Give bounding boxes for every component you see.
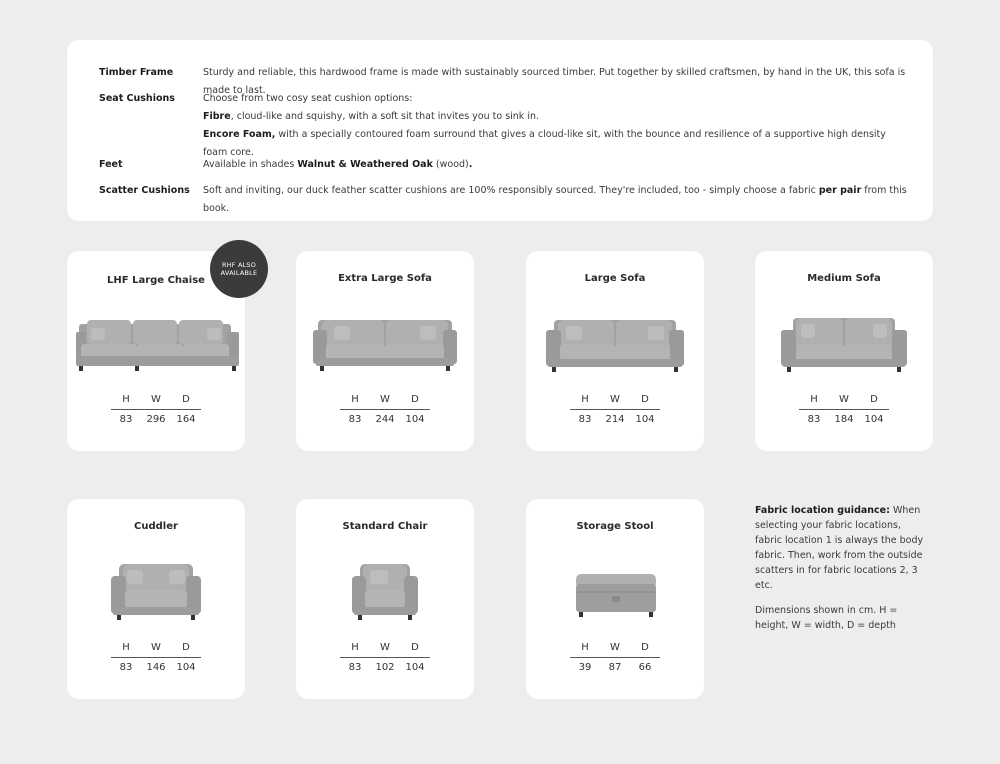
spec-text: Sturdy and reliable, this hardwood frame is made with sustainably sourced timber. Put together by skilled craftsmen, by hand in the UK, this sofa is made to last. — [203, 67, 906, 96]
height-value: 83 — [348, 662, 362, 673]
product-title: LHF Large Chaise — [107, 275, 205, 286]
width-header: W — [151, 394, 161, 405]
scatter-end: from this book. — [203, 185, 907, 214]
product-title: Extra Large Sofa — [338, 273, 432, 284]
depth-header: D — [182, 394, 190, 405]
width-header: W — [151, 642, 161, 653]
storage-stool-image — [526, 554, 704, 624]
dimensions-divider — [570, 409, 660, 410]
depth-value: 66 — [638, 662, 652, 673]
feet-end: . — [468, 159, 473, 170]
seat-option-fibre — [203, 108, 909, 126]
foam-name: Encore Foam, — [203, 129, 276, 140]
spec-text — [203, 156, 909, 174]
rhf-available-badge — [210, 240, 268, 298]
depth-value: 104 — [864, 414, 884, 425]
width-value: 184 — [834, 414, 854, 425]
height-value: 83 — [807, 414, 821, 425]
depth-value: 104 — [405, 414, 425, 425]
seat-intro: Choose from two cosy seat cushion options: — [203, 93, 413, 104]
spec-label: Seat Cushions — [99, 93, 175, 104]
product-card-cuddler[interactable] — [67, 499, 245, 699]
height-value: 83 — [578, 414, 592, 425]
spec-label: Feet — [99, 159, 123, 170]
height-header: H — [351, 394, 359, 405]
feet-suffix: (wood) — [432, 159, 469, 170]
height-header: H — [581, 394, 589, 405]
depth-value: 104 — [176, 662, 196, 673]
width-value: 87 — [608, 662, 622, 673]
dimensions-divider — [799, 409, 889, 410]
feet-shades: Walnut & Weathered Oak — [297, 159, 433, 170]
depth-value: 164 — [176, 414, 196, 425]
fibre-text: , cloud-like and squishy, with a soft sit that invites you to sink in. — [230, 111, 540, 122]
fabric-location-guidance — [755, 503, 930, 593]
product-title: Cuddler — [134, 521, 178, 532]
width-header: W — [839, 394, 849, 405]
product-card-medium-sofa[interactable] — [755, 251, 933, 451]
spec-label: Timber Frame — [99, 67, 174, 78]
product-card-extra-large-sofa[interactable] — [296, 251, 474, 451]
product-card-standard-chair[interactable] — [296, 499, 474, 699]
width-value: 244 — [375, 414, 395, 425]
height-header: H — [810, 394, 818, 405]
badge-line2: AVAILABLE — [220, 269, 258, 277]
width-value: 146 — [146, 662, 166, 673]
product-title: Large Sofa — [584, 273, 646, 284]
scatter-bold: per pair — [818, 185, 862, 196]
dimensions — [340, 394, 430, 425]
depth-header: D — [870, 394, 878, 405]
depth-value: 104 — [405, 662, 425, 673]
depth-header: D — [182, 642, 190, 653]
fibre-name: Fibre — [203, 111, 231, 122]
product-card-large-sofa[interactable] — [526, 251, 704, 451]
chaise-sofa-image — [67, 306, 245, 376]
dimensions-divider — [111, 409, 201, 410]
spec-label: Scatter Cushions — [99, 185, 190, 196]
dimensions — [570, 394, 660, 425]
badge-line1: RHF ALSO — [221, 261, 257, 269]
feet-prefix: Available in shades — [203, 159, 298, 170]
width-header: W — [380, 394, 390, 405]
dimensions-note: Dimensions shown in cm. H = height, W = width, D = depth — [755, 605, 898, 631]
guidance-title: Fabric location guidance: — [755, 505, 890, 516]
spec-text — [203, 182, 909, 218]
product-card-storage-stool[interactable] — [526, 499, 704, 699]
width-header: W — [610, 642, 620, 653]
depth-header: D — [641, 642, 649, 653]
medium-sofa-image — [755, 306, 933, 376]
depth-header: D — [411, 394, 419, 405]
foam-text: with a specially contoured foam surround that gives a cloud-like sit, with the bounce and resilience of a supportive high density foam core. — [203, 129, 886, 158]
height-header: H — [122, 642, 130, 653]
spec-text — [203, 90, 909, 162]
dimensions — [111, 642, 201, 673]
depth-value: 104 — [635, 414, 655, 425]
width-header: W — [610, 394, 620, 405]
dimensions-divider — [570, 657, 660, 658]
extra-large-sofa-image — [296, 306, 474, 376]
width-header: W — [380, 642, 390, 653]
height-header: H — [122, 394, 130, 405]
product-title: Standard Chair — [342, 521, 428, 532]
height-header: H — [351, 642, 359, 653]
width-value: 102 — [375, 662, 395, 673]
dimensions — [570, 642, 660, 673]
product-title: Medium Sofa — [807, 273, 881, 284]
dimensions-divider — [111, 657, 201, 658]
dimensions — [799, 394, 889, 425]
dimensions-divider — [340, 657, 430, 658]
width-value: 214 — [605, 414, 625, 425]
height-value: 83 — [119, 662, 133, 673]
scatter-text: Soft and inviting, our duck feather scatter cushions are 100% responsibly sourced. They're included, too - simply choose a fabric — [203, 185, 819, 196]
specifications-panel — [67, 40, 933, 221]
height-header: H — [581, 642, 589, 653]
depth-header: D — [411, 642, 419, 653]
dimensions — [340, 642, 430, 673]
height-value: 83 — [119, 414, 133, 425]
cuddler-image — [67, 554, 245, 624]
standard-chair-image — [296, 554, 474, 624]
height-value: 83 — [348, 414, 362, 425]
guidance-text: When selecting your fabric locations, fabric location 1 is always the body fabric. Then, work from the outside scatters in for fabric locations 2, 3 etc. — [755, 505, 924, 591]
height-value: 39 — [578, 662, 592, 673]
product-title: Storage Stool — [576, 521, 654, 532]
width-value: 296 — [146, 414, 166, 425]
large-sofa-image — [526, 306, 704, 376]
dimensions — [111, 394, 201, 425]
dimensions-divider — [340, 409, 430, 410]
depth-header: D — [641, 394, 649, 405]
